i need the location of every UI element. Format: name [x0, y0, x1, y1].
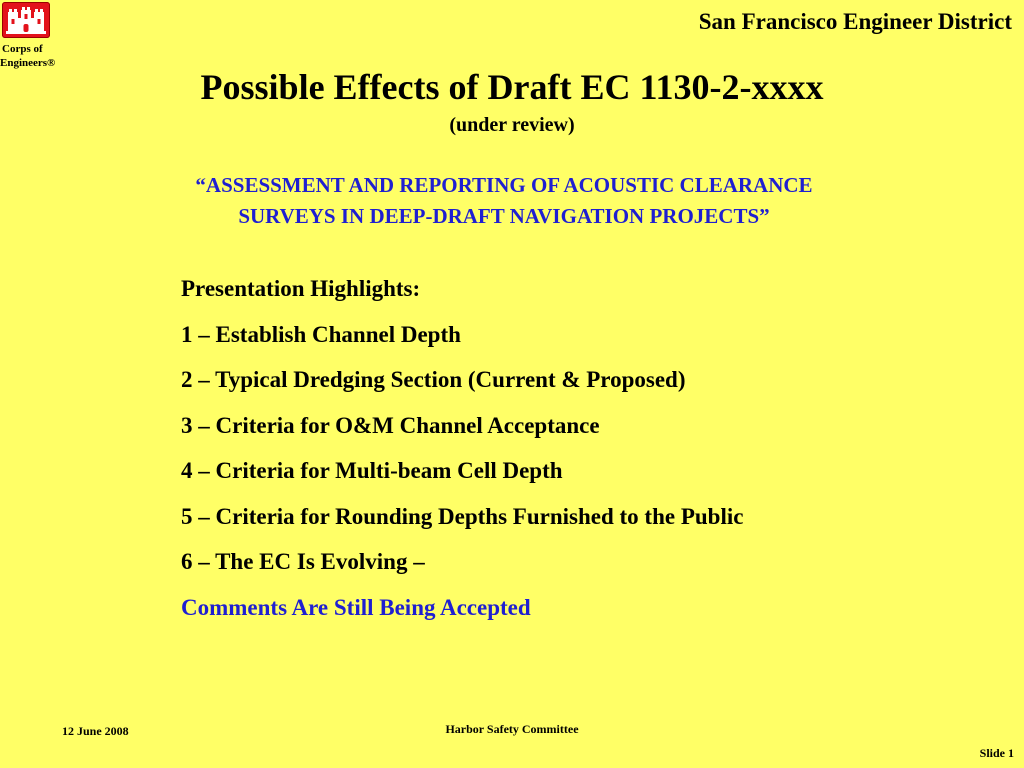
list-item: 1 – Establish Channel Depth	[181, 321, 461, 347]
list-item: 5 – Criteria for Rounding Depths Furnished to the Public	[181, 503, 744, 529]
district-name: San Francisco Engineer District	[698, 9, 1012, 34]
org-name-line2: Engineers®	[0, 57, 56, 69]
castle-icon	[2, 2, 50, 38]
footer-committee: Harbor Safety Committee	[445, 722, 579, 736]
comments-note: Comments Are Still Being Accepted	[181, 594, 531, 620]
document-title-line2: SURVEYS IN DEEP-DRAFT NAVIGATION PROJECTS”	[238, 204, 770, 228]
slide-number: Slide 1	[979, 746, 1014, 760]
highlights-list	[181, 274, 1001, 638]
document-title	[0, 170, 1008, 232]
page-title: Possible Effects of Draft EC 1130-2-xxxx	[200, 67, 824, 107]
page-subtitle: (under review)	[449, 114, 575, 136]
org-name-line1: Corps of	[2, 43, 43, 55]
list-item: 4 – Criteria for Multi-beam Cell Depth	[181, 458, 563, 483]
list-item: 2 – Typical Dredging Section (Current & Proposed)	[181, 367, 686, 392]
list-item: 3 – Criteria for O&M Channel Acceptance	[181, 412, 600, 438]
highlights-heading: Presentation Highlights:	[181, 276, 421, 301]
document-title-line1: “ASSESSMENT AND REPORTING OF ACOUSTIC CLEARANCE	[195, 173, 813, 197]
list-item: 6 – The EC Is Evolving –	[181, 549, 425, 574]
footer-date: 12 June 2008	[62, 724, 129, 738]
